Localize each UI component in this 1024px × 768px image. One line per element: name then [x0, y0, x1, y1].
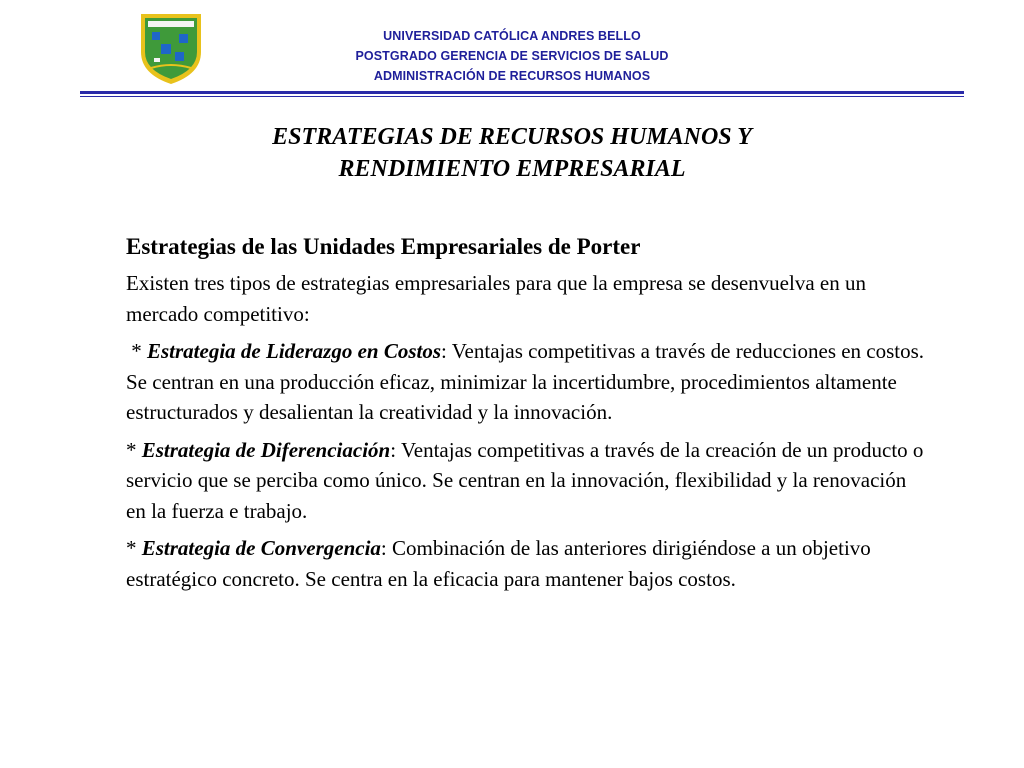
strategy-item	[126, 435, 926, 527]
slide-title-line-2: RENDIMIENTO EMPRESARIAL	[338, 156, 686, 182]
strategy-name: Estrategia de Liderazgo en Costos	[147, 339, 442, 363]
university-name: UNIVERSIDAD CATÓLICA ANDRES BELLO	[383, 29, 641, 43]
header-divider-thin	[80, 96, 964, 97]
strategy-description: : Ventajas competitivas a través de la creación de un producto o servicio que se perciba como único. Se centran en la innovación, flexibilidad y la renovación en la fuerza e trabajo.	[126, 437, 924, 523]
intro-paragraph: Existen tres tipos de estrategias empresariales para que la empresa se desenvuelva en un mercado competitivo:	[126, 271, 866, 326]
postgraduate-program: POSTGRADO GERENCIA DE SERVICIOS DE SALUD	[355, 49, 669, 63]
bullet-marker: *	[126, 437, 142, 462]
strategy-description: : Ventajas competitivas a través de reducciones en costos. Se centran en una producción eficaz, minimizar la incertidumbre, procedimientos altamente estructurados y desalientan la creatividad y la innovación.	[126, 339, 925, 424]
strategy-description: : Combinación de las anteriores dirigiéndose a un objetivo estratégico concreto. Se centra en la eficacia para mantener bajos costos.	[126, 536, 871, 591]
strategy-item	[126, 336, 926, 428]
strategy-item	[126, 533, 926, 594]
section-heading: Estrategias de las Unidades Empresariales de Porter	[126, 234, 641, 259]
course-name: ADMINISTRACIÓN DE RECURSOS HUMANOS	[373, 69, 651, 83]
strategy-name: Estrategia de Convergencia	[141, 536, 381, 560]
header-divider-thick	[80, 91, 964, 94]
bullet-marker: *	[126, 339, 147, 363]
strategy-name: Estrategia de Diferenciación	[141, 437, 391, 462]
bullet-marker: *	[126, 536, 142, 560]
slide-body	[126, 232, 926, 601]
institution-header	[0, 26, 1024, 86]
slide-title	[0, 121, 1024, 185]
slide-title-line-1: ESTRATEGIAS DE RECURSOS HUMANOS Y	[272, 124, 752, 150]
